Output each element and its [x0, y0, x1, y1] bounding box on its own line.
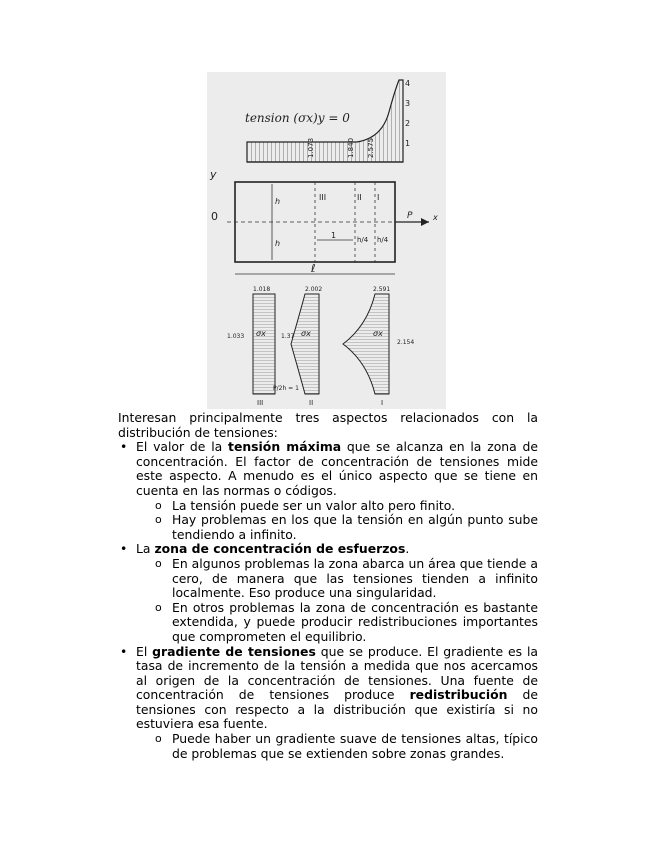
- plate-dim: 1: [331, 231, 337, 240]
- sub-item: o En otros problemas la zona de concentración es bastante extendida, y puede producir redistribuciones importantes que comprometen el equilibrio.: [172, 601, 538, 645]
- plate-y-label: y: [210, 168, 217, 181]
- b2-bold: zona de concentración de esfuerzos: [154, 541, 406, 557]
- top-value: 1.073: [307, 137, 315, 158]
- plate-section: I: [377, 193, 380, 202]
- plate-force-label: P: [407, 211, 413, 221]
- sub-list: [136, 557, 538, 645]
- top-caption: tension (σx)y = 0: [245, 111, 350, 125]
- plate-x-label: x: [433, 213, 438, 222]
- b2-post: .: [405, 541, 410, 557]
- b1-pre: El valor de la: [136, 439, 229, 455]
- b3-post: de tensiones con respecto a la distribución que existiría si no estuviera esa fuente.: [136, 687, 538, 732]
- list-item: [118, 542, 538, 644]
- document-body: [118, 411, 538, 761]
- figure-svg: [207, 72, 446, 409]
- aspects-list: [118, 440, 538, 761]
- section-side: 2.154: [397, 339, 415, 346]
- section-max: 2.002: [305, 286, 323, 293]
- scale-label: 1: [405, 139, 411, 148]
- sub-list: [136, 499, 538, 543]
- section-max: 2.591: [373, 286, 391, 293]
- section-sigma: σx: [301, 329, 311, 338]
- plate-origin-label: 0: [211, 210, 218, 223]
- sub-item: o Hay problemas en los que la tensión en algún punto sube tendiendo a infinito.: [172, 513, 538, 542]
- b1-bold: tensión máxima: [228, 439, 342, 455]
- plate-section: III: [319, 193, 327, 202]
- section-label: I: [381, 399, 384, 407]
- top-value: 2.575: [367, 137, 375, 158]
- plate-section: II: [357, 193, 362, 202]
- scale-label: 2: [405, 119, 411, 128]
- b2-pre: La: [136, 541, 155, 557]
- section-max: 1.018: [253, 286, 271, 293]
- sub-item: o En algunos problemas la zona abarca un área que tiende a cero, de manera que las tensiones tienden a infinito localmente. Eso produce una singularidad.: [172, 557, 538, 601]
- b3-pre: El: [136, 643, 153, 659]
- stress-distribution-figure: [207, 72, 446, 409]
- section-side: 1.033: [227, 333, 245, 340]
- list-item: [118, 645, 538, 762]
- section-side: 1.37: [281, 333, 295, 340]
- b3-mid: que se produce. El gradiente es la tasa de incremento de la tensión a medida que nos acercamos al origen de la concentración de tensiones. Una fuente de concentración de tensiones produce: [136, 643, 538, 703]
- ratio-label: P/2h = 1: [273, 385, 299, 392]
- intro-paragraph: Interesan principalmente tres aspectos relacionados con la distribución de tensiones:: [118, 410, 538, 440]
- b3-bold: gradiente de tensiones: [152, 643, 316, 659]
- list-item: [118, 440, 538, 542]
- b1-post: que se alcanza en la zona de concentración. El factor de concentración de tensiones mide este aspecto. A menudo es el único aspecto que se tiene en cuenta en las normas o códigos.: [136, 439, 539, 498]
- scale-label: 3: [405, 99, 411, 108]
- section-sigma: σx: [373, 329, 383, 338]
- plate-dim: h/4: [377, 236, 389, 244]
- plate-dim: h/4: [357, 236, 369, 244]
- plate-dim: h: [275, 239, 281, 248]
- top-value: 1.840: [347, 137, 355, 158]
- section-sigma: σx: [256, 329, 266, 338]
- sub-item: o La tensión puede ser un valor alto pero finito.: [172, 499, 538, 514]
- sub-item: o Puede haber un gradiente suave de tensiones altas, típico de problemas que se extienden sobre zonas grandes.: [172, 732, 538, 761]
- scale-label: 4: [405, 79, 411, 88]
- sub-list: [136, 732, 538, 761]
- section-label: II: [309, 399, 314, 407]
- plate-dim: h: [275, 197, 281, 206]
- b3-bold2: redistribución: [409, 687, 508, 703]
- section-label: III: [257, 399, 264, 407]
- plate-length-label: ℓ: [311, 262, 316, 275]
